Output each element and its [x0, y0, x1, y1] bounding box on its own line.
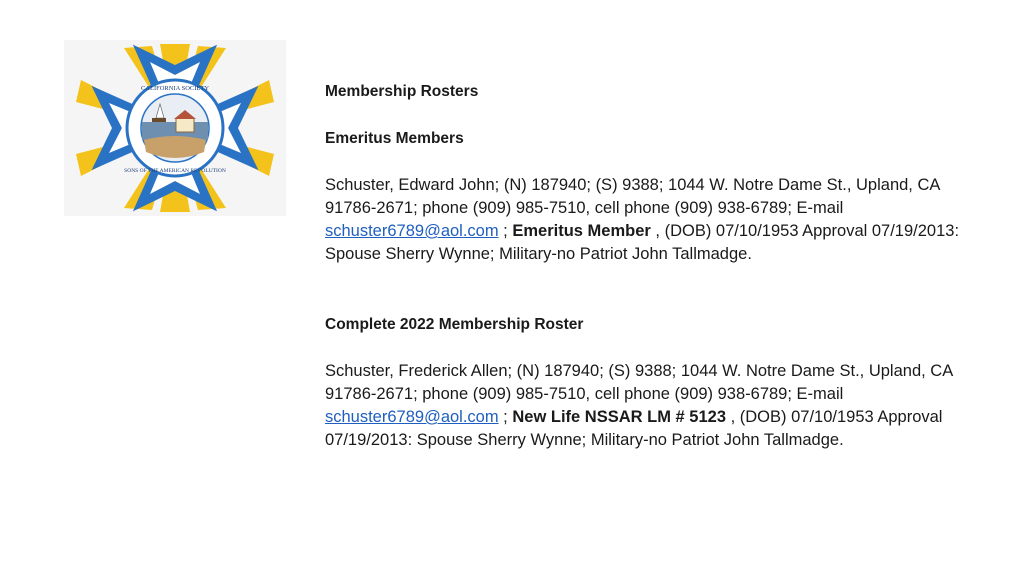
heading-membership-rosters: Membership Rosters	[325, 83, 479, 100]
entry-text: , (DOB) 07/10/1953 Approval 07/19/2013: Spouse Sherry Wynne; Military-no Patriot John Tallmadge.	[325, 222, 960, 263]
entry-text: , (DOB) 07/10/1953 Approval 07/19/2013: Spouse Sherry Wynne; Military-no Patriot John Tallmadge.	[325, 408, 943, 449]
entry-separator: ;	[498, 222, 513, 240]
heading-complete-roster: Complete 2022 Membership Roster	[325, 316, 584, 333]
entry-text: Schuster, Frederick Allen; (N) 187940; (S) 9388; 1044 W. Notre Dame St., Upland, CA 91786-2671; phone (909) 985-7510, cell phone (909) 938-6789; E-mail	[325, 362, 953, 403]
member-status: New Life NSSAR LM # 5123	[512, 408, 727, 426]
logo-text-bottom: SONS OF THE AMERICAN REVOLUTION	[124, 168, 226, 174]
entry-text: Schuster, Edward John; (N) 187940; (S) 9388; 1044 W. Notre Dame St., Upland, CA 91786-2671; phone (909) 985-7510, cell phone (909) 938-6789; E-mail	[325, 176, 940, 217]
roster-content	[325, 80, 995, 452]
society-logo	[64, 40, 286, 216]
logo-medallion	[127, 80, 223, 176]
roster-entry	[325, 174, 995, 266]
logo-text-top: CALIFORNIA SOCIETY	[140, 85, 210, 92]
entry-separator: ;	[498, 408, 513, 426]
member-status: Emeritus Member	[512, 222, 651, 240]
heading-emeritus-members: Emeritus Members	[325, 130, 464, 147]
email-link[interactable]: schuster6789@aol.com	[325, 408, 499, 426]
email-link[interactable]: schuster6789@aol.com	[325, 222, 499, 240]
roster-entry	[325, 360, 995, 452]
